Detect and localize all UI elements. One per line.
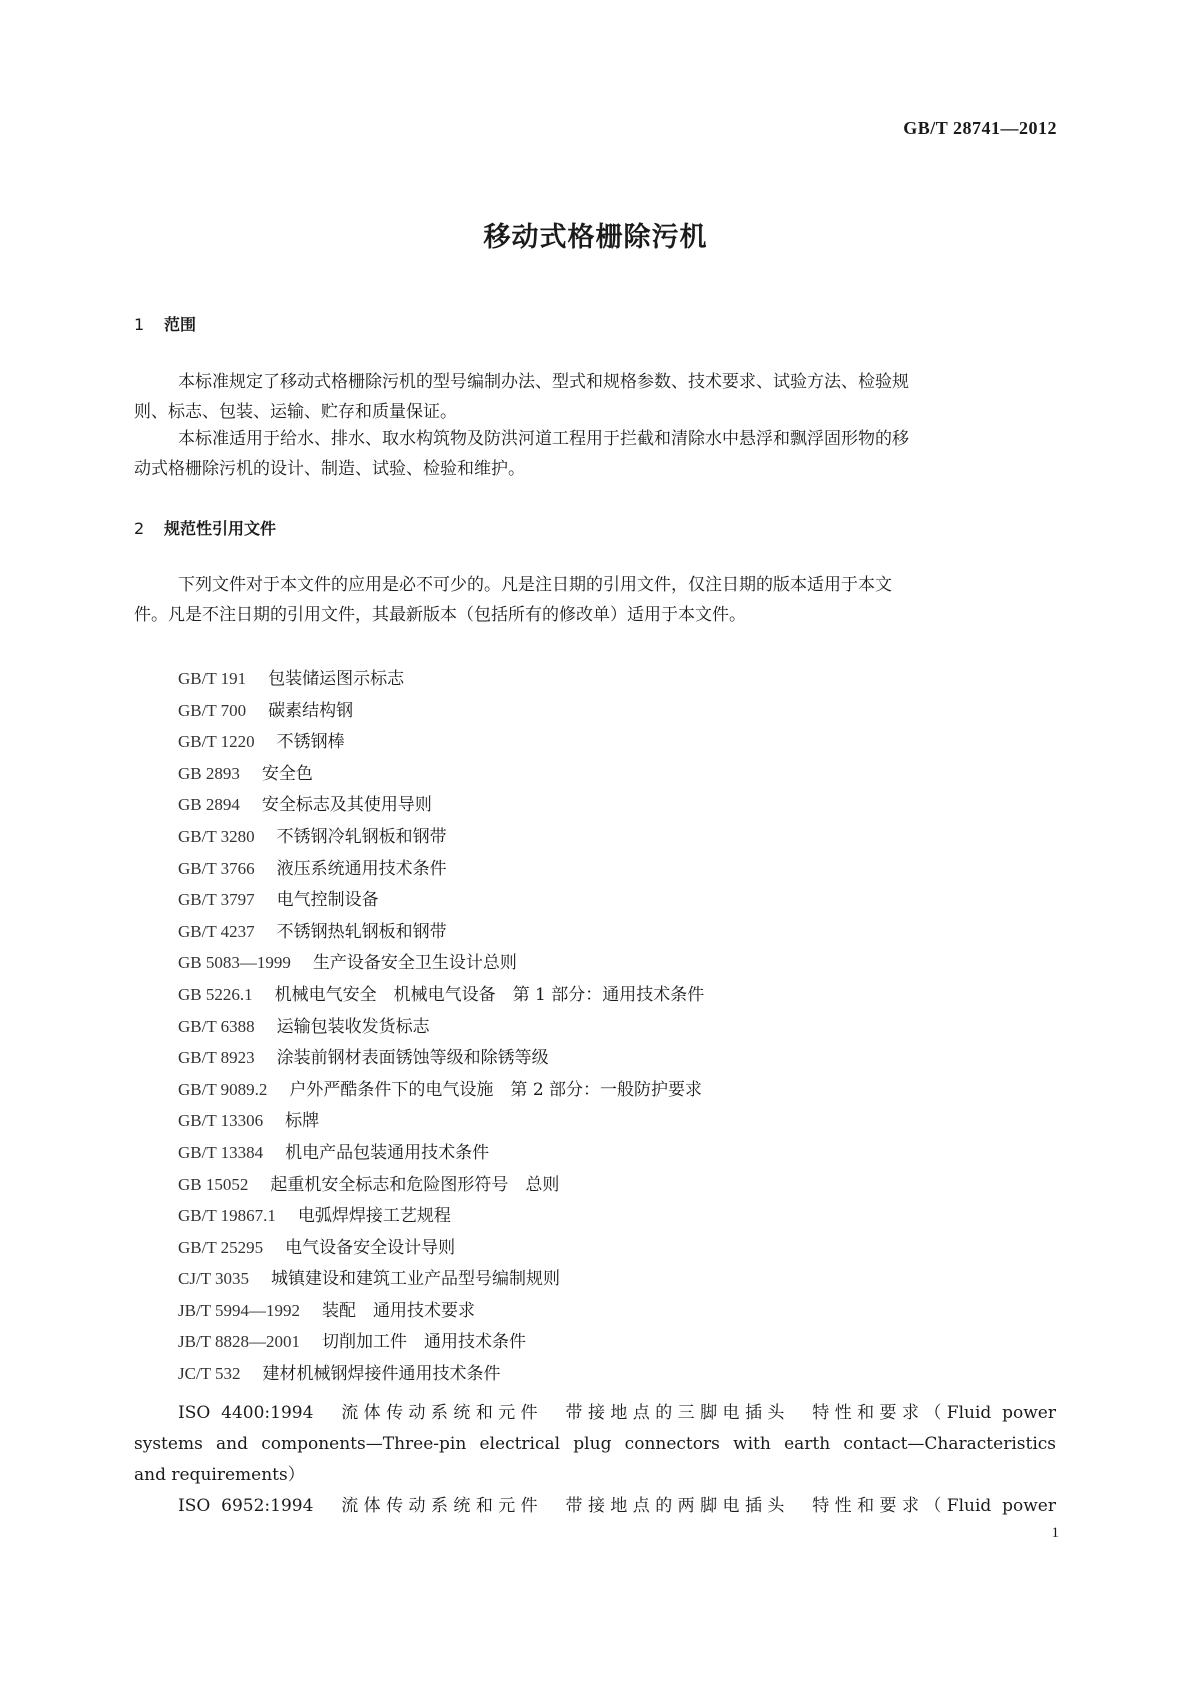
normative-reference-list xyxy=(178,663,1058,1390)
iso-reference-line: ISO 4400:1994 流体传动系统和元件 带接地点的三脚电插头 特性和要求（Fluid power xyxy=(178,1403,1056,1423)
reference-code: JC/T 532 xyxy=(178,1364,241,1384)
reference-item xyxy=(178,758,1058,790)
reference-code: GB/T 19867.1 xyxy=(178,1206,276,1226)
reference-item xyxy=(178,884,1058,916)
reference-item xyxy=(178,1326,1058,1358)
reference-code: GB 2894 xyxy=(178,795,240,815)
reference-title: 起重机安全标志和危险图形符号 总则 xyxy=(270,1174,560,1195)
reference-item xyxy=(178,853,1058,885)
reference-item xyxy=(178,726,1058,758)
reference-code: CJ/T 3035 xyxy=(178,1269,250,1289)
reference-item xyxy=(178,789,1058,821)
reference-item xyxy=(178,1074,1058,1106)
reference-code: GB/T 25295 xyxy=(178,1237,264,1257)
reference-item xyxy=(178,1105,1058,1137)
reference-code: GB/T 700 xyxy=(178,700,247,720)
paragraph-line: 本标准适用于给水、排水、取水构筑物及防洪河道工程用于拦截和清除水中悬浮和飘浮固形物的移 xyxy=(178,429,909,449)
paragraph-line: 本标准规定了移动式格栅除污机的型号编制办法、型式和规格参数、技术要求、试验方法、检验规 xyxy=(178,372,909,392)
reference-item xyxy=(178,1232,1058,1264)
reference-code: GB/T 13384 xyxy=(178,1142,264,1162)
section-2-number: 2 xyxy=(134,519,145,538)
reference-title: 切削加工件 通用技术条件 xyxy=(322,1332,527,1353)
reference-item xyxy=(178,663,1058,695)
reference-title: 不锈钢棒 xyxy=(276,732,345,753)
paragraph-line: 件。凡是不注日期的引用文件，其最新版本（包括所有的修改单）适用于本文件。 xyxy=(134,605,746,625)
reference-item xyxy=(178,1137,1058,1169)
reference-title: 运输包装收发货标志 xyxy=(276,1016,430,1037)
reference-item xyxy=(178,979,1058,1011)
reference-title: 城镇建设和建筑工业产品型号编制规则 xyxy=(271,1269,561,1290)
reference-code: JB/T 8828—2001 xyxy=(178,1332,301,1352)
reference-title: 涂装前钢材表面锈蚀等级和除锈等级 xyxy=(276,1048,549,1069)
paragraph-line: 则、标志、包装、运输、贮存和质量保证。 xyxy=(134,402,457,422)
reference-code: GB 5226.1 xyxy=(178,984,253,1004)
reference-title: 户外严酷条件下的电气设施 第 2 部分：一般防护要求 xyxy=(289,1079,703,1100)
reference-title: 不锈钢热轧钢板和钢带 xyxy=(276,921,447,942)
reference-title: 装配 通用技术要求 xyxy=(322,1300,476,1321)
standard-number: GB/T 28741—2012 xyxy=(903,118,1057,138)
reference-code: GB/T 191 xyxy=(178,669,247,688)
section-1-paragraph-2 xyxy=(134,424,1054,484)
section-2-intro xyxy=(134,570,1054,630)
iso-reference-line: systems and components—Three-pin electrical plug connectors with earth contact—Characteristics xyxy=(134,1434,1056,1454)
reference-title: 机械电气安全 机械电气设备 第 1 部分：通用技术条件 xyxy=(274,984,705,1005)
reference-title: 安全色 xyxy=(261,763,313,784)
section-2-title: 规范性引用文件 xyxy=(164,519,277,538)
document-title: 移动式格栅除污机 xyxy=(483,222,708,253)
reference-item xyxy=(178,1169,1058,1201)
paragraph-line: 动式格栅除污机的设计、制造、试验、检验和维护。 xyxy=(134,459,525,479)
reference-item xyxy=(178,1042,1058,1074)
reference-title: 电弧焊焊接工艺规程 xyxy=(297,1206,451,1227)
reference-code: GB/T 3280 xyxy=(178,826,255,846)
paragraph-line: 下列文件对于本文件的应用是必不可少的。凡是注日期的引用文件，仅注日期的版本适用于本文 xyxy=(178,575,892,595)
reference-item xyxy=(178,821,1058,853)
iso-reference-line: and requirements） xyxy=(134,1465,305,1485)
reference-code: GB/T 13306 xyxy=(178,1111,264,1131)
reference-code: GB/T 3766 xyxy=(178,858,255,878)
section-1-title: 范围 xyxy=(164,315,197,334)
reference-title: 包装储运图示标志 xyxy=(268,669,405,689)
reference-code: GB/T 4237 xyxy=(178,921,255,941)
section-2-heading xyxy=(134,516,276,539)
reference-code: GB/T 9089.2 xyxy=(178,1079,268,1099)
reference-title: 生产设备安全卫生设计总则 xyxy=(312,953,517,974)
iso-reference-list xyxy=(134,1398,1056,1522)
reference-code: GB 15052 xyxy=(178,1174,249,1194)
reference-title: 机电产品包装通用技术条件 xyxy=(285,1142,490,1163)
reference-code: GB/T 1220 xyxy=(178,732,255,752)
reference-title: 建材机械钢焊接件通用技术条件 xyxy=(262,1364,501,1385)
reference-item xyxy=(178,1263,1058,1295)
reference-item xyxy=(178,947,1058,979)
reference-item xyxy=(178,1358,1058,1390)
reference-title: 安全标志及其使用导则 xyxy=(261,795,432,816)
iso-reference-line: ISO 6952:1994 流体传动系统和元件 带接地点的两脚电插头 特性和要求（Fluid power xyxy=(178,1496,1056,1516)
page-number: 1 xyxy=(1051,1525,1059,1541)
reference-title: 碳素结构钢 xyxy=(268,700,354,721)
reference-code: GB/T 3797 xyxy=(178,890,255,910)
reference-title: 液压系统通用技术条件 xyxy=(276,858,447,879)
reference-code: GB/T 6388 xyxy=(178,1016,255,1036)
reference-code: GB/T 8923 xyxy=(178,1048,255,1068)
reference-code: GB 2893 xyxy=(178,763,240,783)
reference-item xyxy=(178,1011,1058,1043)
section-1-heading xyxy=(134,312,196,335)
reference-item xyxy=(178,1200,1058,1232)
reference-title: 电气设备安全设计导则 xyxy=(285,1237,456,1258)
reference-code: GB 5083—1999 xyxy=(178,953,291,973)
section-1-paragraph-1 xyxy=(134,367,1054,427)
reference-item xyxy=(178,695,1058,727)
reference-title: 电气控制设备 xyxy=(276,890,379,911)
reference-item xyxy=(178,916,1058,948)
reference-title: 标牌 xyxy=(285,1111,320,1132)
section-1-number: 1 xyxy=(134,315,145,334)
reference-title: 不锈钢冷轧钢板和钢带 xyxy=(276,826,447,847)
reference-item xyxy=(178,1295,1058,1327)
reference-code: JB/T 5994—1992 xyxy=(178,1300,301,1320)
